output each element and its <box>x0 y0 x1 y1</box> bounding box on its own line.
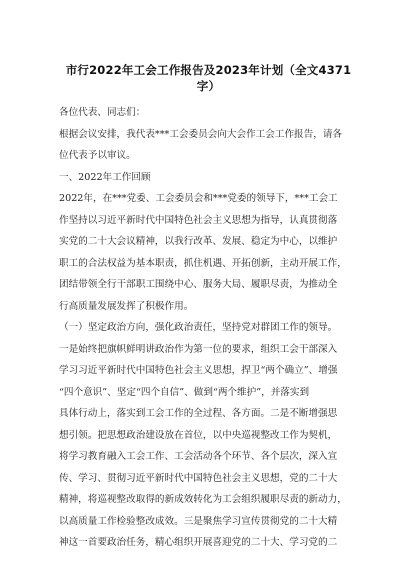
paragraph-line: 团结带领全行干部职工围绕中心、服务大局、履职尽责，为推动全 <box>59 279 338 290</box>
paragraph-line: 实党的二十大会议精神，以我行改革、发展、稳定为中心，以维护 <box>59 236 338 247</box>
paragraph-line: 具体行动上，落实到工会工作的全过程、各方面。二是不断增强思 <box>59 408 338 419</box>
paragraph-line: 位代表予以审议。 <box>59 150 136 161</box>
paragraph-line: 2022年，在***党委、工会委员会和***党委的领导下，***工会工 <box>59 193 338 204</box>
section-heading: 一、2022年工作回顾 <box>59 171 151 183</box>
paragraph-line: 一是始终把旗帜鲜明讲政治作为第一位的要求，组织工会干部深入 <box>59 343 338 355</box>
salutation: 各位代表、同志们： <box>59 107 146 118</box>
document-title: 市行2022年工会工作报告及2023年计划（全文4371字） <box>65 63 352 93</box>
paragraph-line: 将学习教育融入工会工作、工会活动各个环节、各个层次，深入宣 <box>59 451 338 462</box>
paragraph-line: “四个意识”、坚定“四个自信”、做到“两个维护”，并落实到 <box>59 386 310 398</box>
paragraph-line: 精神，将巡视整改取得的新成效转化为工会组织履职尽责的新动力， <box>59 494 347 505</box>
paragraph-line: 传、学习、贯彻习近平新时代中国特色社会主义思想，党的二十大 <box>59 472 338 484</box>
paragraph-line: 行高质量发展发挥了积极作用。 <box>59 300 194 312</box>
paragraph-line: 职工的合法权益为基本职责，抓住机遇、开拓创新，主动开展工作， <box>59 257 347 269</box>
paragraph-line: 学习习近平新时代中国特色社会主义思想，捍卫“两个确立”、增强 <box>59 365 338 376</box>
paragraph-line: 作坚持以习近平新时代中国特色社会主义思想为指导，认真贯彻落 <box>59 214 338 226</box>
paragraph-line: 神这一首要政治任务，精心组织开展喜迎党的二十大、学习党的二 <box>59 537 338 548</box>
paragraph-line: 以高质量工作检验整改成效。三是聚焦学习宣传贯彻党的二十大精 <box>59 515 338 527</box>
paragraph-line: 根据会议安排，我代表***工会委员会向大会作工会工作报告，请各 <box>59 128 343 140</box>
subsection-heading: （一）坚定政治方向，强化政治责任，坚持党对群团工作的领导。 <box>59 322 338 333</box>
paragraph-line: 想引领。把思想政治建设放在首位，以中央巡视整改工作为契机， <box>59 429 338 441</box>
